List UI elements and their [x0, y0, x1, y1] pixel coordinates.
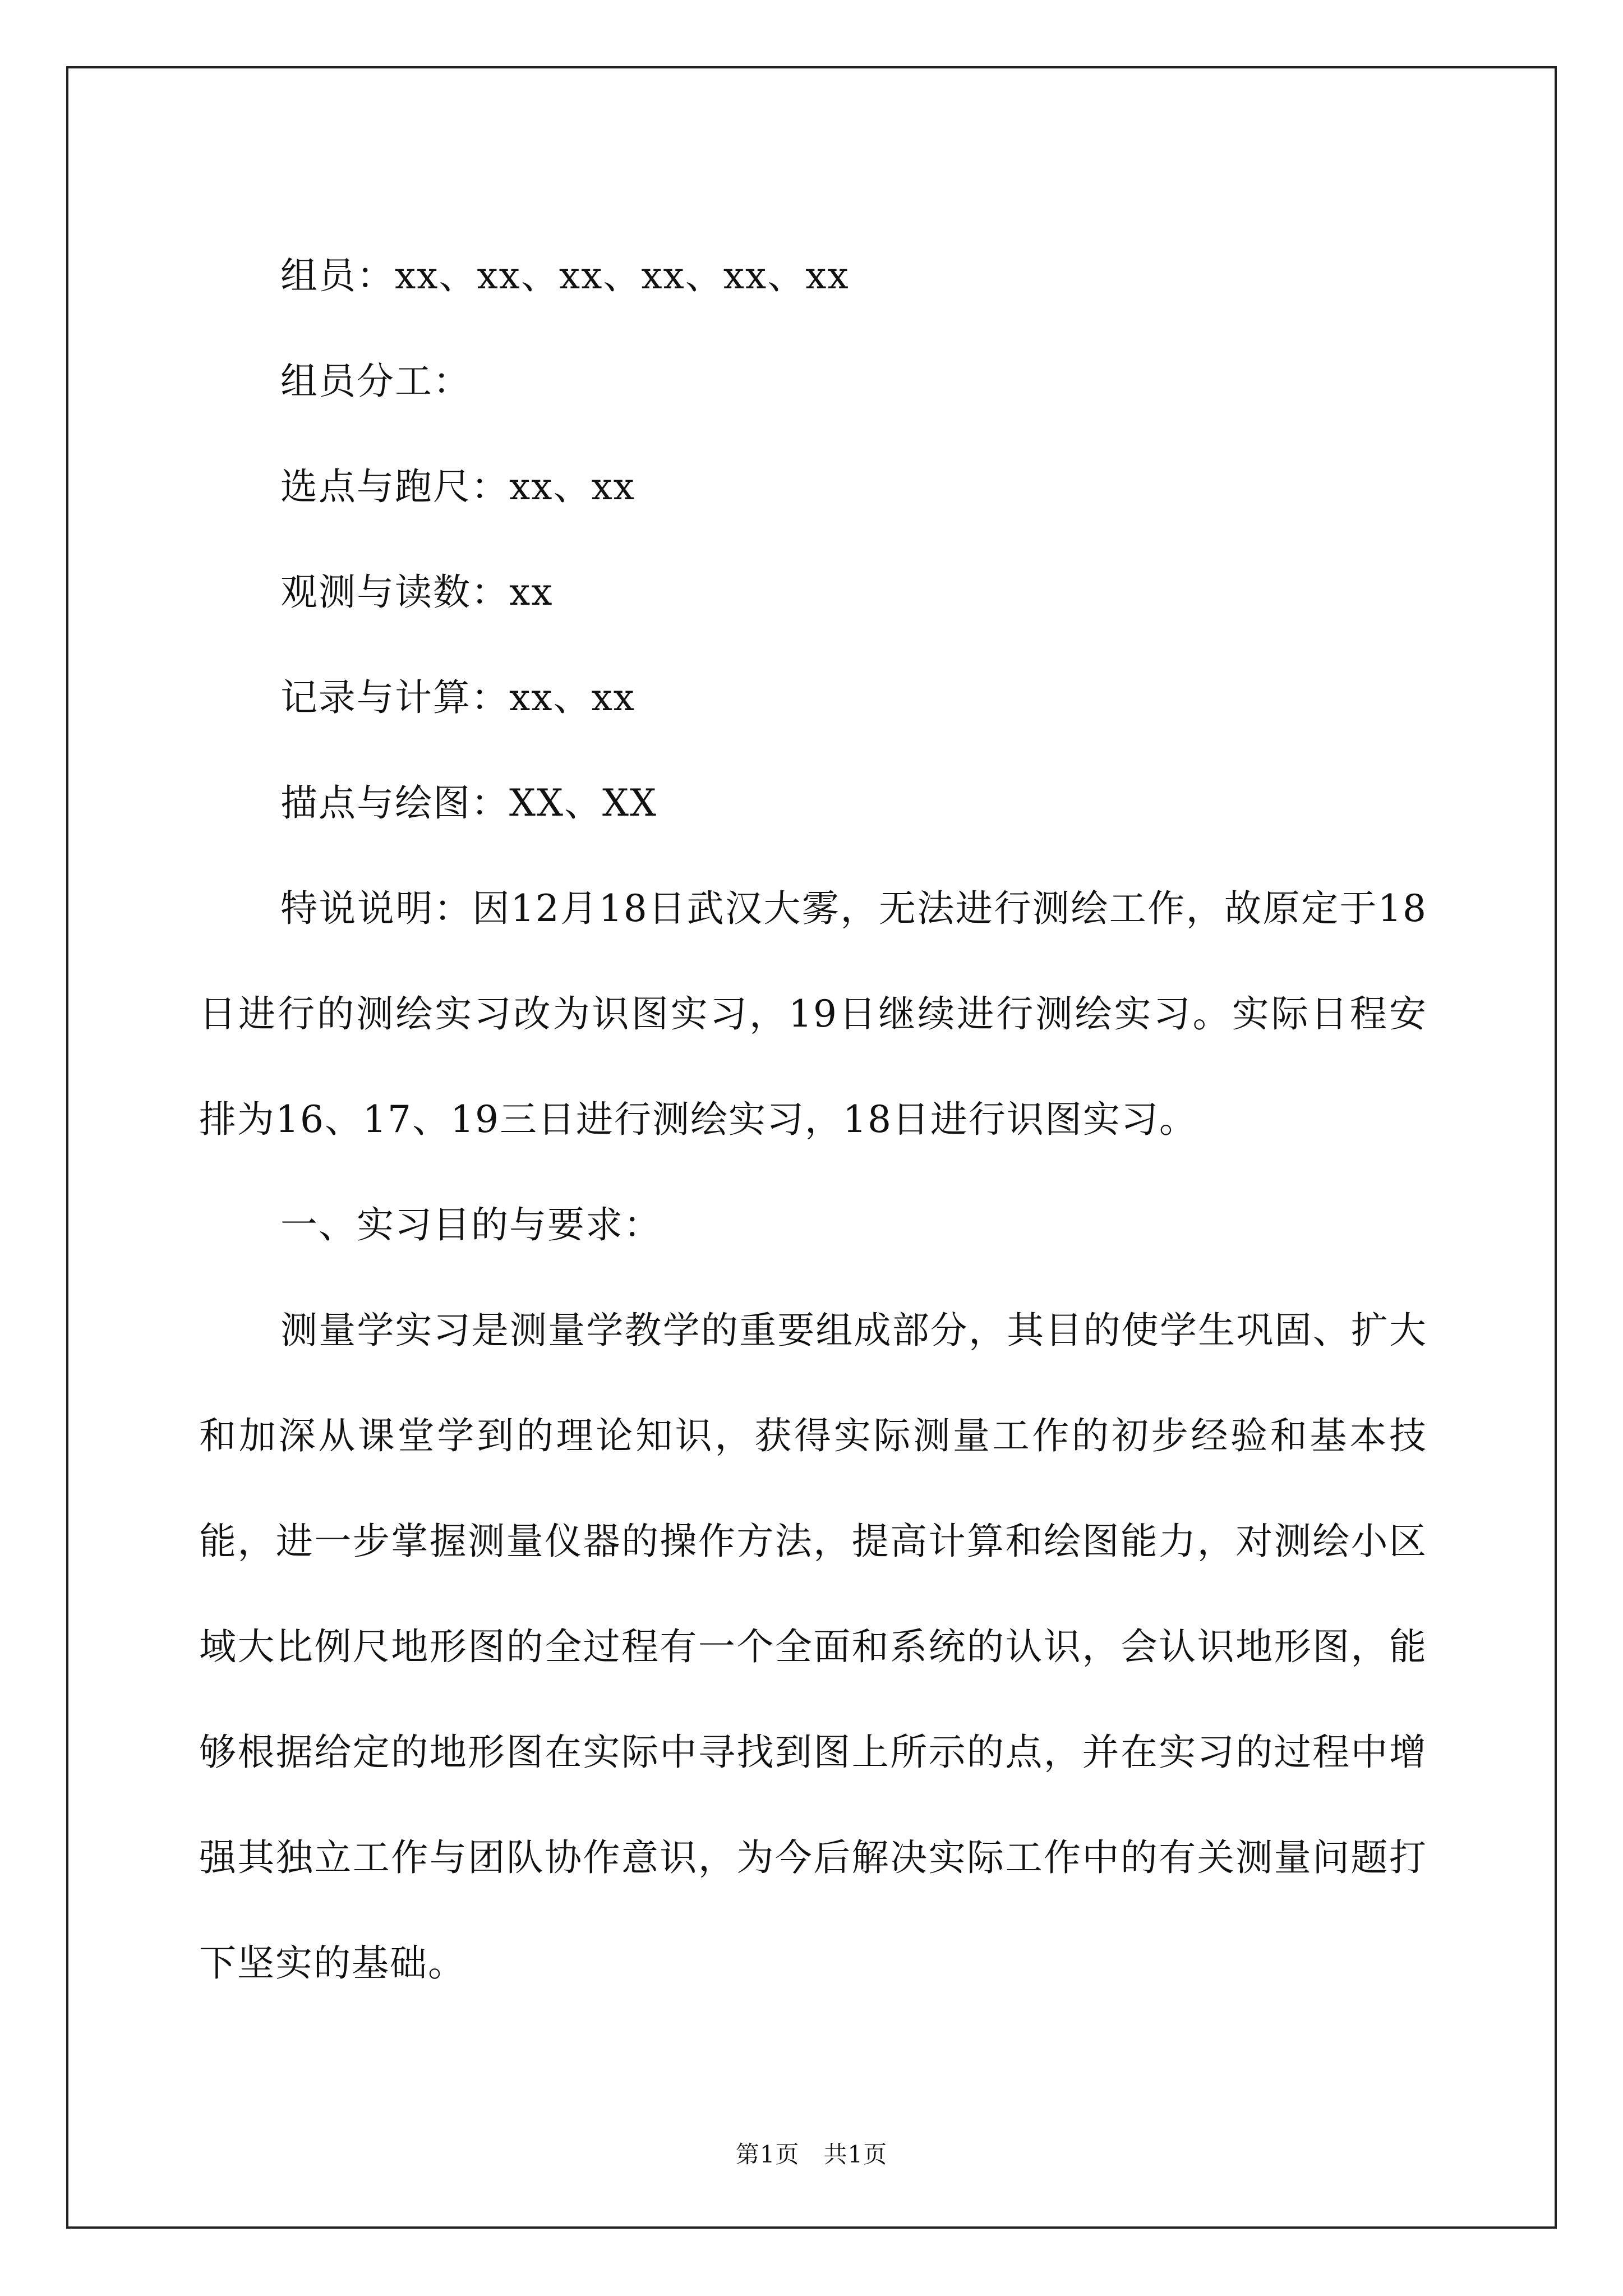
role-line: 选点与跑尺：xx、xx: [280, 465, 635, 508]
members-line: 组员：xx、xx、xx、xx、xx、xx: [280, 254, 850, 297]
role-line: 记录与计算：xx、xx: [280, 676, 635, 719]
purpose-paragraph: 测量学实习是测量学教学的重要组成部分，其目的使学生巩固、扩大和加深从课堂学到的理论知识，获得实际测量工作的初步经验和基本技能，进一步掌握测量仪器的操作方法，提高计算和绘图能力，对测绘小区域大比例尺地形图的全过程有一个全面和系统的认识，会认识地形图，能够根据给定的地形图在实际中寻找到图上所示的点，并在实习的过程中增强其独立工作与团队协作意识，为今后解决实际工作中的有关测量问题打下坚实的基础。: [199, 1309, 1427, 1985]
document-body: [199, 223, 1427, 2016]
role-line: 描点与绘图：XX、XX: [280, 781, 657, 825]
role-line: 观测与读数：xx: [280, 570, 554, 614]
page-footer: 第1页 共1页: [735, 2141, 888, 2168]
section-heading: 一、实习目的与要求：: [280, 1203, 662, 1246]
division-title: 组员分工：: [280, 360, 471, 403]
special-note-paragraph: 特说说明：因12月18日武汉大雾，无法进行测绘工作，故原定于18日进行的测绘实习改为识图实习，19日继续进行测绘实习。实际日程安排为16、17、19三日进行测绘实习，18日进行识图实习。: [199, 887, 1427, 1141]
